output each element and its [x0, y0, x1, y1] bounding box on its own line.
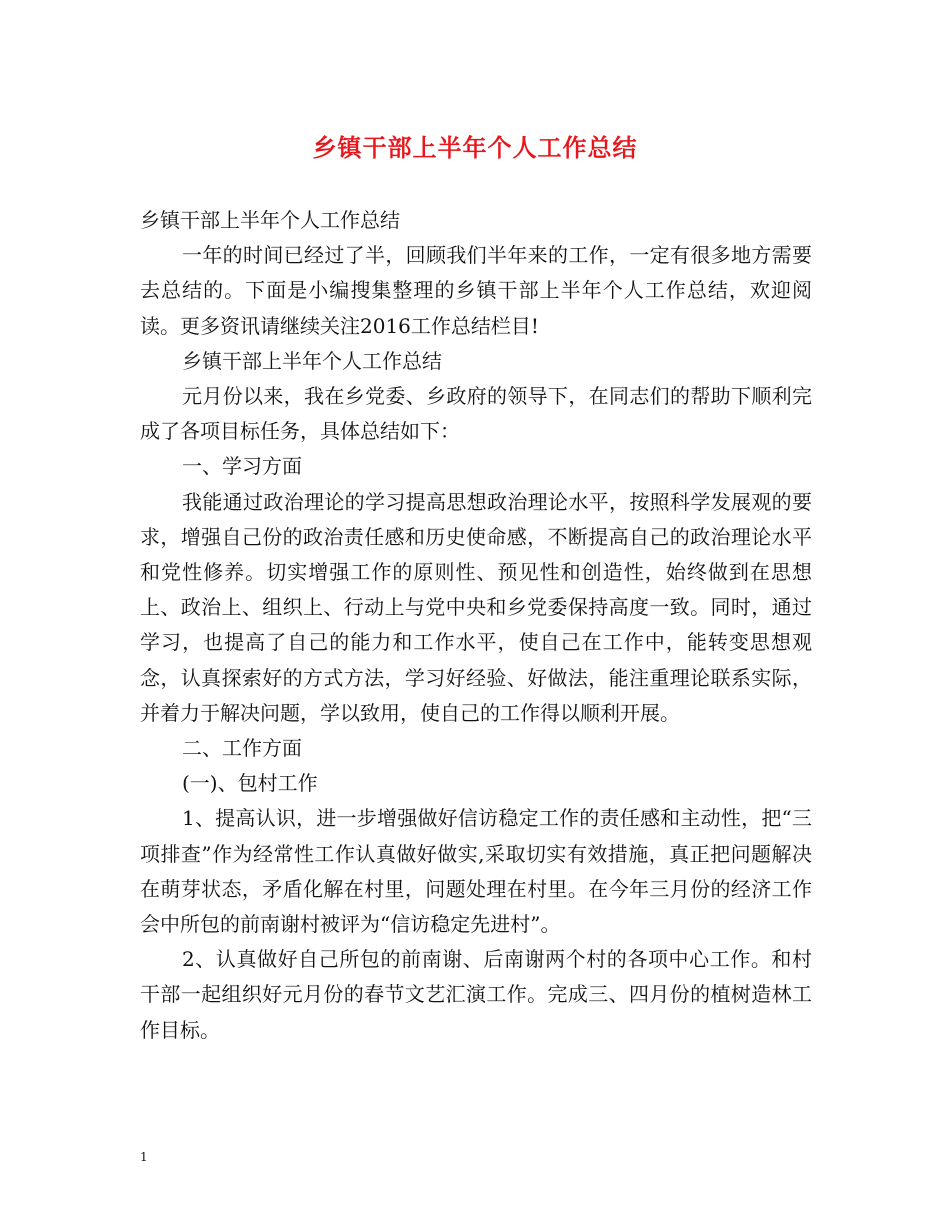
section-heading-work: 二、工作方面	[182, 736, 302, 761]
document-body	[140, 203, 812, 1048]
document-title: 乡镇干部上半年个人工作总结	[312, 133, 638, 162]
paragraph-heading-repeat: 乡镇干部上半年个人工作总结	[182, 348, 442, 373]
paragraph-item-2: 2、认真做好自己所包的前南谢、后南谢两个村的各项中心工作。和村干部一起组织好元月份的春节文艺汇演工作。完成三、四月份的植树造林工作目标。	[140, 947, 812, 1042]
paragraph-study: 我能通过政治理论的学习提高思想政治理论水平，按照科学发展观的要求，增强自己份的政治责任感和历史使命感，不断提高自己的政治理论水平和党性修养。切实增强工作的原则性、预见性和创造性，始终做到在思想上、政治上、组织上、行动上与党中央和乡党委保持高度一致。同时，通过学习，也提高了自己的能力和工作水平，使自己在工作中，能转变思想观念，认真探索好的方式方法，学习好经验、好做法，能注重理论联系实际，并着力于解决问题，学以致用，使自己的工作得以顺利开展。	[140, 489, 812, 725]
subsection-heading-village: (一)、包村工作	[182, 771, 318, 796]
paragraph-item-1: 1、提高认识，进一步增强做好信访稳定工作的责任感和主动性，把“三项排查”作为经常性工作认真做好做实,采取切实有效措施，真正把问题解决在萌芽状态，矛盾化解在村里，问题处理在村里。在今年三月份的经济工作会中所包的前南谢村被评为“信访稳定先进村”。	[140, 806, 812, 937]
page-number: 1	[140, 1150, 148, 1164]
paragraph-intro: 一年的时间已经过了半，回顾我们半年来的工作，一定有很多地方需要去总结的。下面是小编搜集整理的乡镇干部上半年个人工作总结，欢迎阅读。更多资讯请继续关注2016工作总结栏目!	[140, 243, 812, 338]
section-heading-study: 一、学习方面	[182, 454, 302, 479]
paragraph-opening: 元月份以来，我在乡党委、乡政府的领导下，在同志们的帮助下顺利完成了各项目标任务，具体总结如下：	[140, 384, 812, 444]
paragraph-subtitle: 乡镇干部上半年个人工作总结	[140, 208, 400, 232]
